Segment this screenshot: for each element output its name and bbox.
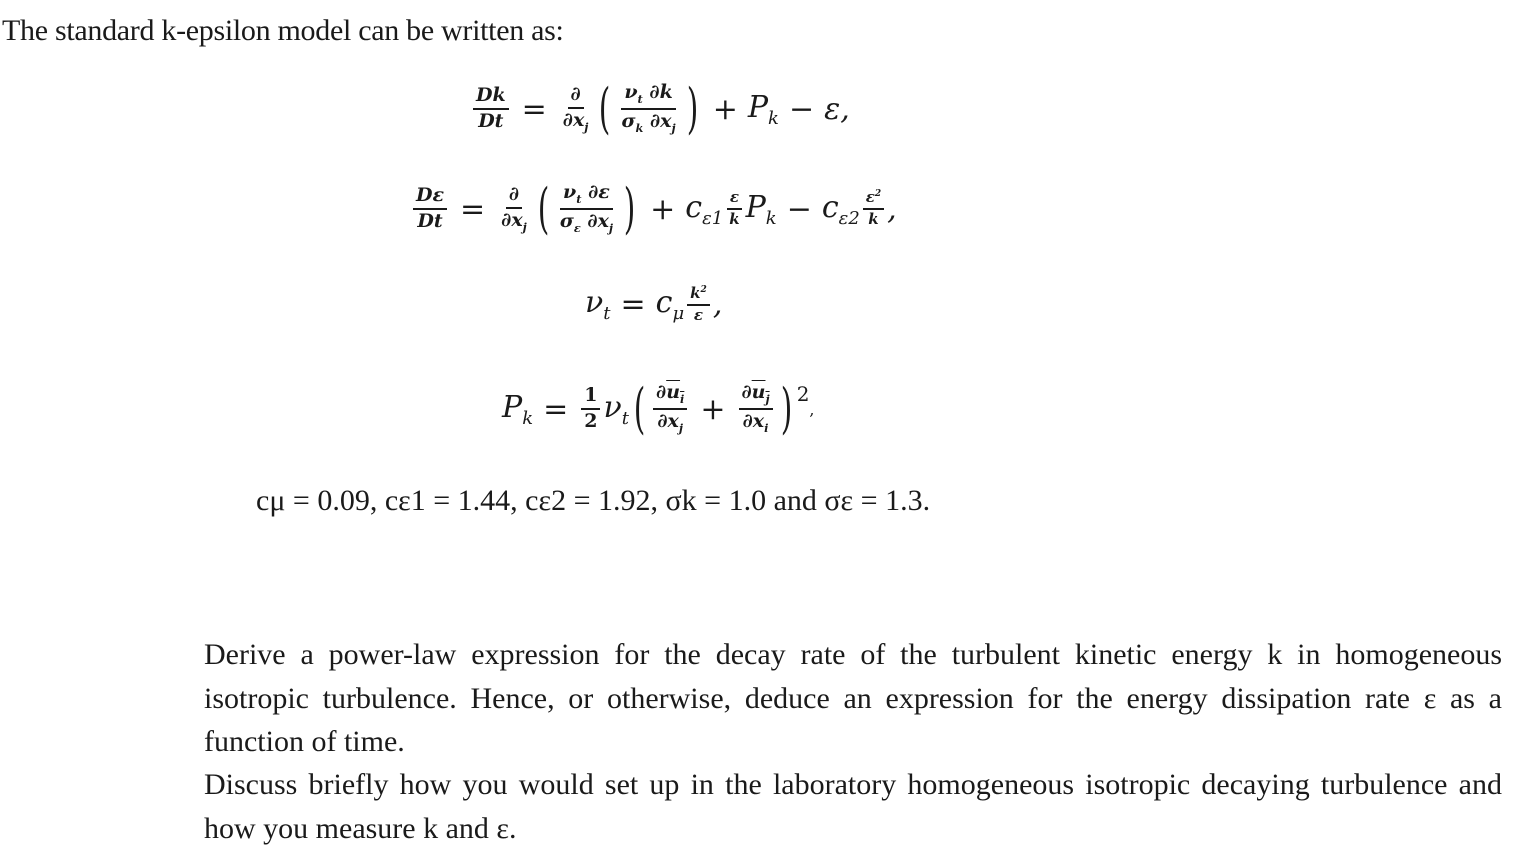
production-equation: $P_k$ = $\frac{1}{2}$ $\nu_t$ ( $\frac{\partial u_i}{\partial x_j}$ + $\frac{\partial u_j}{\partial x_i}$ ) 2 ,: [502, 377, 815, 440]
epsilon-transport-equation: $\frac{D\varepsilon}{Dt}$ = $\frac{\partial}{\partial x_j}$ ( $\frac{\nu_t \partial\varepsilon}{\sigma_\varepsilon \partial x_j}$ ) + $c_{\varepsilon 1}$ $\frac{\varepsilon}{k}$ $P_k$ − $c_{\varepsilon 2}$ $\frac{\varepsilon^2}{k}$ ,: [410, 182, 897, 236]
model-constants: cμ = 0.09, cε1 = 1.44, cε2 = 1.92, σk = 1.0 and σε = 1.3.: [256, 484, 931, 517]
intro-text: The standard k-epsilon model can be written as:: [2, 14, 564, 47]
eddy-viscosity-equation: $\nu_t$ = $c_\mu$ $\frac{k^2}{\varepsilon}$ ,: [585, 283, 723, 324]
question-derive: Derive a power-law expression for the decay rate of the turbulent kinetic energy k in homogeneous isotropic turbulence. Hence, or otherwise, deduce an expression for the energy dissipation rate ε as a function of time.: [204, 638, 1502, 758]
k-transport-equation: $\frac{Dk}{Dt}$ = $\frac{\partial}{\partial x_j}$ ( $\frac{\nu_t \partial k}{\sigma_k \partial x_j}$ ) + $P_k$ − ε,: [470, 82, 850, 136]
question-discuss: Discuss briefly how you would set up in the laboratory homogeneous isotropic decaying turbulence and how you measure k and ε.: [204, 768, 1502, 845]
